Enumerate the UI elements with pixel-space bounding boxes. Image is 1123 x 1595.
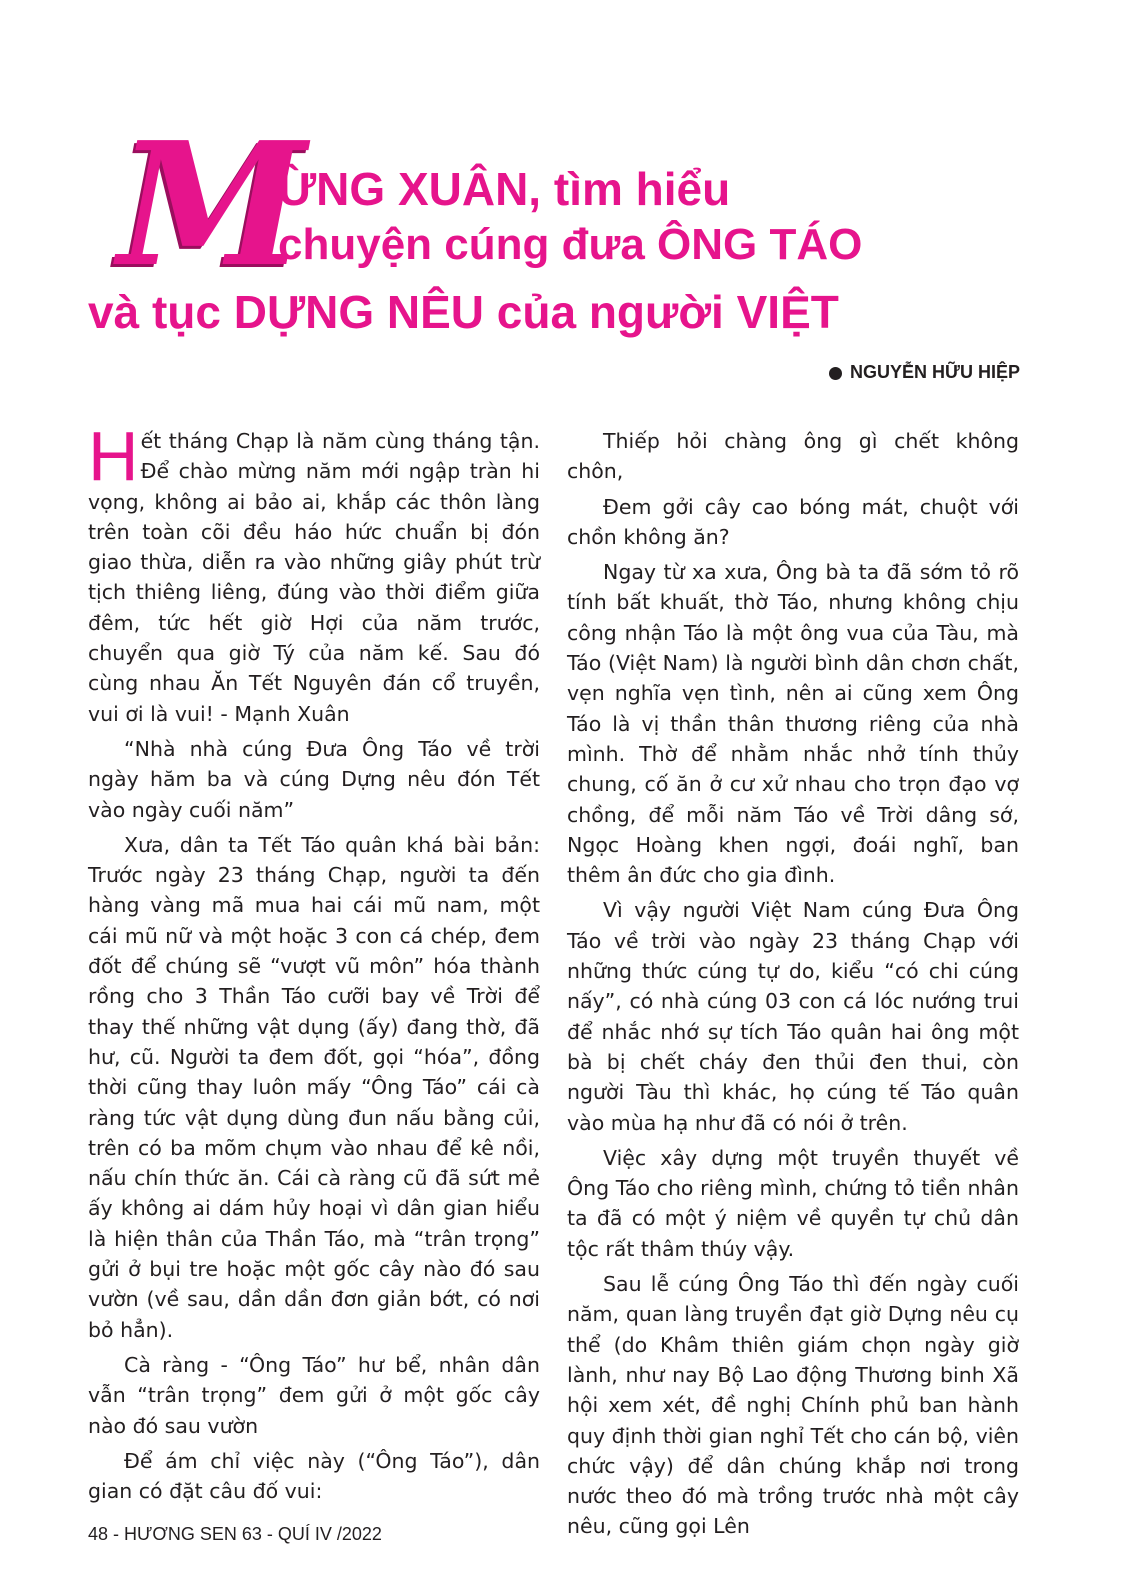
article-title [88,105,1048,350]
title-dropcap: M [118,105,307,305]
paragraph: Đem gởi cây cao bóng mát, chuột với chồn không ăn? [567,494,1019,549]
right-column [567,426,1019,1547]
bullet-icon [829,367,842,380]
paragraph [88,417,540,729]
title-line-2: chuyện cúng đưa ÔNG TÁO [278,220,863,269]
paragraph: Ngay từ xa xưa, Ông bà ta đã sớm tỏ rõ tính bất khuất, thờ Táo, nhưng không chịu công nhận Táo là một ông vua của Tàu, mà Táo (Việt Nam) là người bình dân chơn chất, vẹn nghĩa vẹn tình, nên ai cũng xem Ông Táo là vị thần thân thương riêng của nhà mình. Thờ để nhằm nhắc nhở tính thủy chung, cố ăn ở cư xử nhau cho trọn đạo vợ chồng, để mỗi năm Táo về Trời dâng sớ, Ngọc Hoàng khen ngợi, đoái nghĩ, ban thêm ân đức cho gia đình. [567,560,1019,888]
title-line-1: ỪNG XUÂN, tìm hiểu [278,163,731,215]
paragraph: Sau lễ cúng Ông Táo thì đến ngày cuối năm, quan làng truyền đạt giờ Dựng nêu cụ thể (do Khâm thiên giám chọn ngày giờ lành, như nay Bộ Lao động Thương binh Xã hội xem xét, đề nghị Chính phủ ban hành quy định thời gian nghỉ Tết cho cán bộ, viên chức vậy) để dân chúng khắp nơi trong nước theo đó mà trồng trước nhà một cây nêu, cũng gọi Lên [567,1272,1020,1539]
paragraph: “Nhà nhà cúng Đưa Ông Táo về trời ngày hăm ba và cúng Dựng nêu đón Tết vào ngày cuối năm” [88,736,540,822]
paragraph-text: ết tháng Chạp là năm cùng tháng tận. Để chào mừng năm mới ngập tràn hi vọng, không ai bảo ai, khắp các thôn làng trên toàn cõi đều háo hức chuẩn bị đón giao thừa, diễn ra vào những giây phút trừ tịch thiêng liêng, đúng vào thời điểm giữa đêm, tức hết giờ Hợi của năm trước, chuyển qua giờ Tý của năm kế. Sau đó cùng nhau Ăn Tết Nguyên đán cổ truyền, vui ơi là vui! - Mạnh Xuân [88,429,540,726]
paragraph-dropcap: H [88,417,139,495]
paragraph: Việc xây dựng một truyền thuyết về Ông Táo cho riêng mình, chứng tỏ tiền nhân ta đã có một ý niệm về quyền tự chủ dân tộc rất thâm thúy vậy. [567,1145,1019,1261]
paragraph: Vì vậy người Việt Nam cúng Đưa Ông Táo về trời vào ngày 23 tháng Chạp với những thức cúng tự do, kiểu “có chi cúng nấy”, có nhà cúng 03 con cá lóc nướng trui để nhắc nhớ sự tích Táo quân hai ông một bà bị chết cháy đen thủi đen thui, còn người Tàu thì khác, họ cúng tế Táo quân vào mùa hạ như đã có nói ở trên. [567,898,1019,1135]
page-footer: 48 - HƯƠNG SEN 63 - QUÍ IV /2022 [88,1524,382,1544]
author-byline [829,362,1020,383]
title-line-3: và tục DỰNG NÊU của người VIỆT [88,286,839,338]
author-name: NGUYỄN HỮU HIỆP [850,362,1020,382]
left-column [88,417,540,1511]
paragraph: Thiếp hỏi chàng ông gì chết không chôn, [567,429,1019,484]
paragraph: Để ám chỉ việc này (“Ông Táo”), dân gian có đặt câu đố vui: [88,1448,540,1504]
paragraph: Cà ràng - “Ông Táo” hư bể, nhân dân vẫn “trân trọng” đem gửi ở một gốc cây nào đó sau vườn [88,1352,540,1438]
paragraph: Xưa, dân ta Tết Táo quân khá bài bản: Trước ngày 23 tháng Chạp, người ta đến hàng vàng mã mua hai cái mũ nam, một cái mũ nữ và một hoặc 3 con cá chép, đem đốt để chúng sẽ “vượt vũ môn” hóa thành rồng cho 3 Thần Táo cưỡi bay về Trời để thay thế những vật dụng (ấy) đang thờ, đã hư, cũ. Người ta đem đốt, gọi “hóa”, đồng thời cũng thay luôn mấy “Ông Táo” cái cà ràng tức vật dụng dùng đun nấu bằng củi, trên có ba mõm chụm vào nhau để kê nồi, nấu chín thức ăn. Cái cà ràng cũ đã sứt mẻ ấy không ai dám hủy hoại vì dân gian hiểu là hiện thân của Thần Táo, mà “trân trọng” gửi ở bụi tre hoặc một gốc cây nào đó sau vườn (về sau, dần dần đơn giản bớt, có nơi bỏ hẳn). [88,832,540,1342]
